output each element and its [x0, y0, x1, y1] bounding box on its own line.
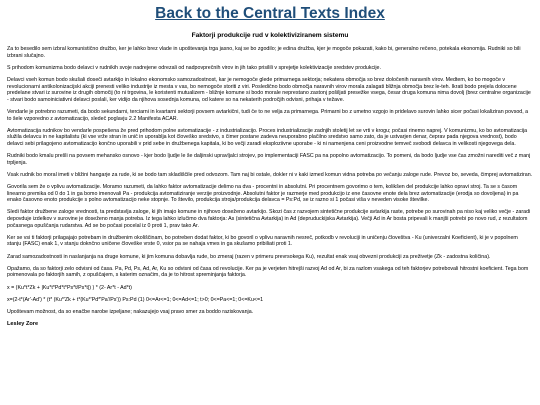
article-body: [0, 46, 540, 327]
author-name: Lesley Zore: [7, 321, 39, 328]
paragraph-arrival: S prihodom komunizma bodo delavci v rudnikih svoje nadrejene odrezali od nadpovprečnih virov in jih tako prisilili v sprejetje kolektivizacije sredstev produkcije.: [7, 64, 381, 71]
paragraph-sectors: Vendarle je potrebno razumeti, da bodo sekundarni, terciarni in kvartarni sektorji povsem avtarkični, tudi če to ne velja za primarnega. Primarni bo z umetno vzgojo in pridelavo surovin lahko sicer počasi lokaliziran povsod, a to šele vzporedno z avtomatizacijo, sledeč poglavju 2.2 Manifesta ACAR.: [7, 108, 529, 122]
paragraph-stock: Sledi faktor družbene zaloge vrednosti, ta predstavlja zaloge, ki jih imajo komune in njihovo doseženo avtarkijo. Skozi čas z razvojem sintetične produkcije avtarkija raste, potrebe po surovinah pa niso kaj veliko večje - zaradi depovduje izdelkov v surovine je doseženo manja potreba. Iz tega lahko izlučimo dva faktorja: As (sintetična Avtarkija) in Ad (depruduckijska Avtarkija). Večji Ad in Ar bosta pripevali k manjši potrebi po novo rud, z rezultatom počasnega opuščanja rudarstva. Ad se bo počasi pocelal iz 0 proti 1, prav tako Ar.: [7, 209, 531, 229]
paragraph-ku: Ker se vsi ti faktorji prilagajajo potrebam in družbenim okoliščinam, bo potreben dodat faktor, ki bo govoril o vplivu naravnih nesreč, potkodb v revoluciji in uničenju človeštva - Ku (univerzalni Koeficient), ki je v popolnem stanju (FASC) enak 1, v stanju doknčno uničene človeške vrste 0, vsior pa se nahaja vmes in ga skušamo pribiliati proti 1.: [7, 234, 518, 248]
paragraph-factors: Govorila sem že o vplivu avtomatizacije. Moramo razumeti, da lahko faktor avtomatizacije delimo na dva - procentni in absolutni. Pri procentnem govorimo o tem, kolikšen del produkcije lahko opravi stroj. Ta se s časom linearno premika od 0 do 1 in ga bomo imenovali Pa - produkcija avtomatiziranje verzije proizvodnje. Absolutni faktor je razmerje med produkcijo iz ene časovne enote dela brez avtomatizacije (erodja so dovoljena) in pa enako časovno enoto produkcije s polno avtomatizacijo neke stopnje. To število, produkcija stroja/produkcija delavca = Ps:Pd, se iz razno si 1 počasi viša v neveden visoke številke.: [7, 184, 519, 204]
back-to-index-link[interactable]: Back to the Central Texts Index: [155, 5, 385, 22]
paragraph-mechanization: Rudniki bodo kmalu prešli na povsem mehansko osnovo - kjer bodo ljudje le še daljinski upravljalci strojev, po implementaciji FASC pa na popolno avtomatizacijo. To pomeni, da bodo ljudje vse čas zmožni narediti več z manj trpljenja.: [7, 153, 531, 166]
equation-1: x = (Ku*t*Zk + |Ku*t*Pd*t*Ps*t/Ps*t|) ) * (2- Ar*t - Ad*t): [7, 284, 132, 291]
page-title: Faktorji produkcije rud v kolektiviziranem sistemu: [191, 32, 349, 39]
paragraph-caveat: Upoštevam možnost, da so enačbe narobe izpeljane; nakazujejo vsaj pravo smer za boddo raziskovanja.: [7, 308, 254, 315]
paragraph-sufficiency: Zarad samozadostnosti in naslanjanja na druge komune, ki jim komuna dobavlja rude, bo zmeraj (razen v primeru prevrsokega Ku), rezultat enak vsaj obvezni produkciji za preživetje (Zk - zadostna količina).: [7, 253, 491, 260]
equation-2: x=(2-t*(Ar'-Ad') * (t* (Ku*'Zk + t*(Ku*'Pd*'Pa'/Ps')) Ps:Pd (1) 0<=Ar<=1; 0<=Ad<=1; t>0; 0<=Pa<=1; 0<=Ku<=1: [7, 296, 264, 303]
paragraph-time: Opažamo, da so faktorji zelo odvisni od časa. Pa, Pd, Ps, Ad, Ar, Ku so odvisni od časa od revolucije. Ker pa je verjeten hitrejši razvoj Ad od Ar, bi za razlom vsakega od teh faktorjev potrebovali hitrostni koeficient. Tega bom poimenovala po faktorjih samih, z opuščajem, s katerim označim, da je to hitrost spreminjanja faktorja.: [7, 265, 529, 279]
paragraph-hangars: Vsak rudnik bo moral imeti v bližini hangarje za rude, ki se bodo tam skladiščile pred odvozom. Tam naj bi ostale, dokler ni v kaki izmed komun vidna potreba po večanju zaloge rude. Prevoz bo, seveda, čimprej avtomatiziran.: [7, 171, 533, 178]
paragraph-intro: Za to besedilo sem izbral komunistično družbo, ker je lahko brez vlade in upoštevanja trga jasno, kaj se bo zgodilo; je edina družba, kjer je mogoče pokazati, kako bi, generalno rečeno, potekala ekonomija. Rudniki so bili izbrani slučajno.: [7, 46, 521, 59]
paragraph-autarky: Delavci vseh komun bodo skušali doseči avtarkijo in lokalno ekonomsko samozadostnost, kar je nemogoče glede primarnega sektorja; nekatera območja so brez določenih naravnih virov. Medtem, ko bo mogoče v revolucionarni antikolonizacijski akciji prenesti veliko industrije iz mesta v vas, bo nemogoče storiti z viri. Posledično bodo območja naravnih virov morala zalagati bližnja območja brez le-teh. Ikrati bodo prejela dolocene predelane stvari iz surovine iz drugih območij (to ni trgovina, le koristenti mutualizem - bližnje komune si bodo morale neprestano zastonj pošiljati presežke vsega, česar druga komuna nima dovolj (brez centralne organizacije - stvari bodo samoiniciativni delavci poslali, ker vidijo da njihova sosednja komuna, od katere so na nekaterih področjih odvisni, prihaja v težave.: [7, 76, 531, 103]
paragraph-automation: Avtomatizacija rudnikov bo vendarle pospešena že pred prihodom polne avtomatizacije - z industrializacijo. Proces industrializacije zadnjih stoletij let se vrti v krogu; počasi rinemo naprej. V komunizmu, ko bo avtomatizacija služila delavcu in ne kapitalistu (ki vse vrže stran in unič in uporablja kot človeško sredstvo, s čimer postane zadeva neuporabno plačilno sredstvo samo zato, da je ustvarjen denar, čeprav pada njegova vrednost), bodo delavci sebi prilagojeno avtomatizacijo končno uporabili v prid sebe in družbenega kapitala, ki bo večji zaradi eksploziivne uporabe - ki ni namenjena ceni proizvodne temveč svobodi delavca in velikosti njegovega dela.: [7, 127, 528, 147]
